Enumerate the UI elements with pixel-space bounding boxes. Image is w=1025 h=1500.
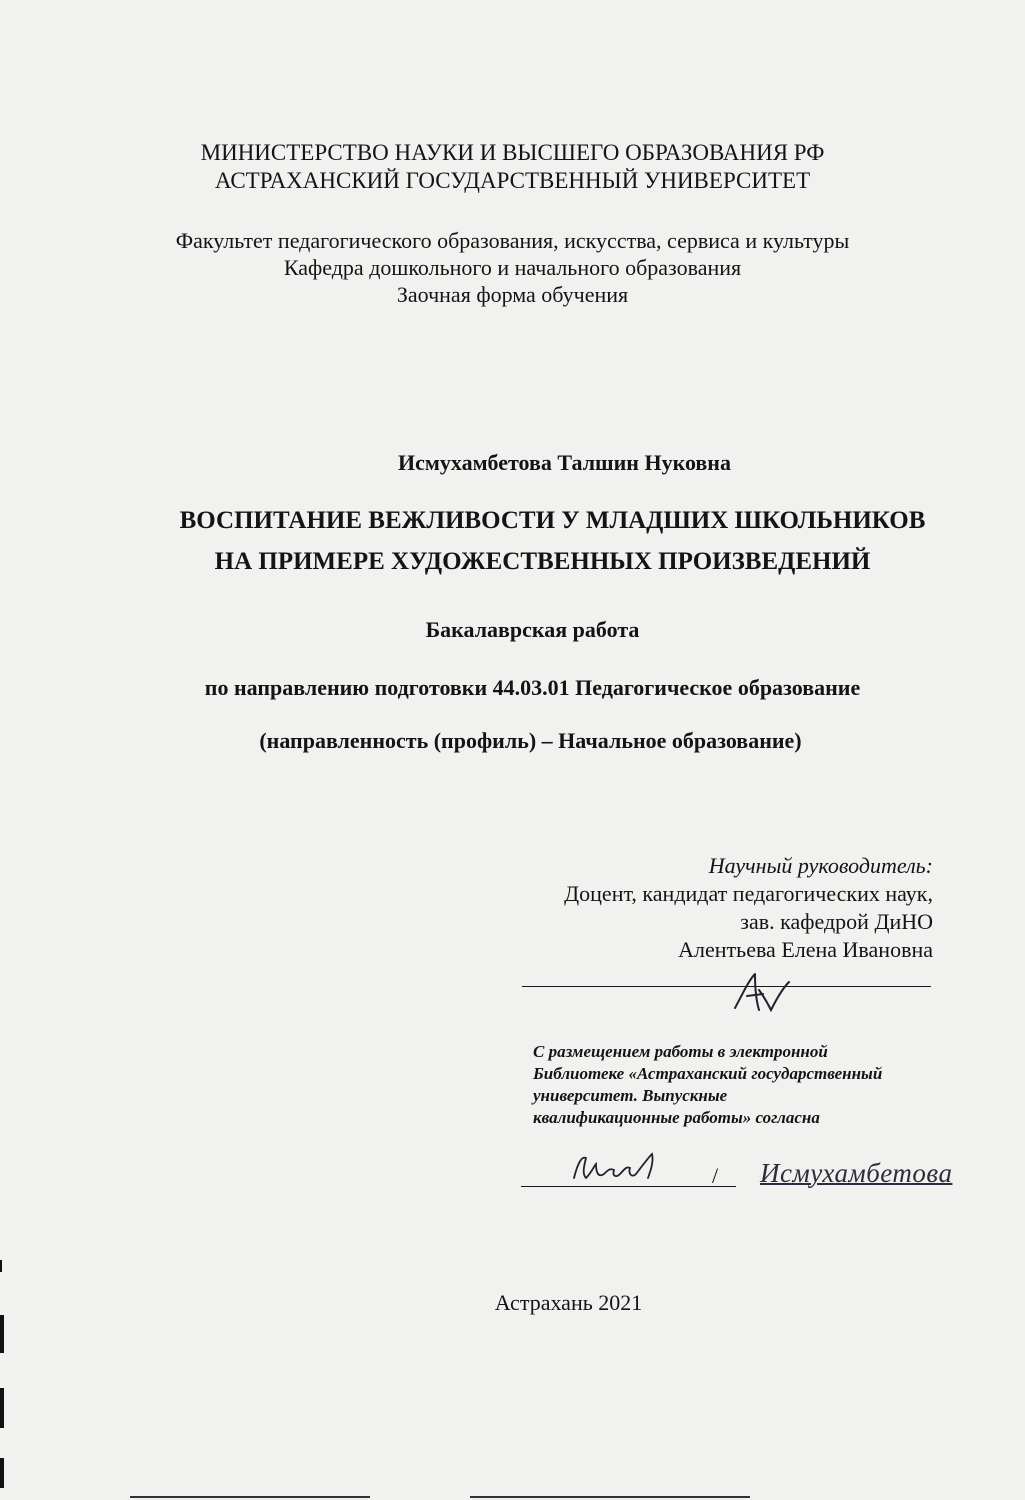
scan-artifact bbox=[0, 1388, 4, 1428]
supervisor-label: Научный руководитель: bbox=[708, 853, 933, 878]
faculty-line: Факультет педагогического образования, искусства, сервиса и культуры bbox=[175, 228, 850, 253]
profile-line: (направленность (профиль) – Начальное образование) bbox=[259, 728, 802, 753]
university-line: АСТРАХАНСКИЙ ГОСУДАРСТВЕННЫЙ УНИВЕРСИТЕТ bbox=[214, 168, 811, 193]
study-form-line: Заочная форма обучения bbox=[396, 282, 629, 307]
consent-block bbox=[533, 1041, 882, 1129]
department-line: Кафедра дошкольного и начального образования bbox=[283, 255, 742, 280]
supervisor-name: Алентьева Елена Ивановна bbox=[678, 937, 933, 962]
consent-line-4: квалификационные работы» согласна bbox=[533, 1108, 820, 1127]
student-signature-name: Исмухамбетова bbox=[760, 1158, 953, 1188]
student-signature bbox=[568, 1148, 668, 1190]
work-type: Бакалаврская работа bbox=[425, 617, 640, 642]
consent-line-1: С размещением работы в электронной bbox=[533, 1042, 828, 1061]
supervisor-signature bbox=[725, 968, 795, 1018]
city-year: Астрахань 2021 bbox=[494, 1290, 643, 1315]
scan-bottom-edge bbox=[130, 1496, 370, 1498]
thesis-title-line1: ВОСПИТАНИЕ ВЕЖЛИВОСТИ У МЛАДШИХ ШКОЛЬНИКОВ bbox=[179, 507, 926, 534]
consent-line-3: университет. Выпускные bbox=[533, 1086, 728, 1105]
consent-line-2: Библиотеке «Астраханский государственный bbox=[533, 1064, 883, 1083]
ministry-line: МИНИСТЕРСТВО НАУКИ И ВЫСШЕГО ОБРАЗОВАНИЯ РФ bbox=[200, 140, 825, 165]
scan-artifact bbox=[0, 1260, 2, 1272]
supervisor-block bbox=[564, 852, 933, 964]
scan-artifact bbox=[0, 1315, 4, 1353]
signature-separator: / bbox=[712, 1163, 719, 1188]
author-name: Исмухамбетова Талшин Нуковна bbox=[398, 450, 731, 475]
scan-artifact bbox=[0, 1458, 4, 1488]
supervisor-role: зав. кафедрой ДиНО bbox=[740, 909, 933, 934]
scan-bottom-edge bbox=[470, 1496, 750, 1498]
supervisor-position: Доцент, кандидат педагогических наук, bbox=[564, 881, 933, 906]
thesis-title-line2: НА ПРИМЕРЕ ХУДОЖЕСТВЕННЫХ ПРОИЗВЕДЕНИЙ bbox=[214, 548, 871, 575]
direction-line: по направлению подготовки 44.03.01 Педагогическое образование bbox=[204, 675, 861, 700]
